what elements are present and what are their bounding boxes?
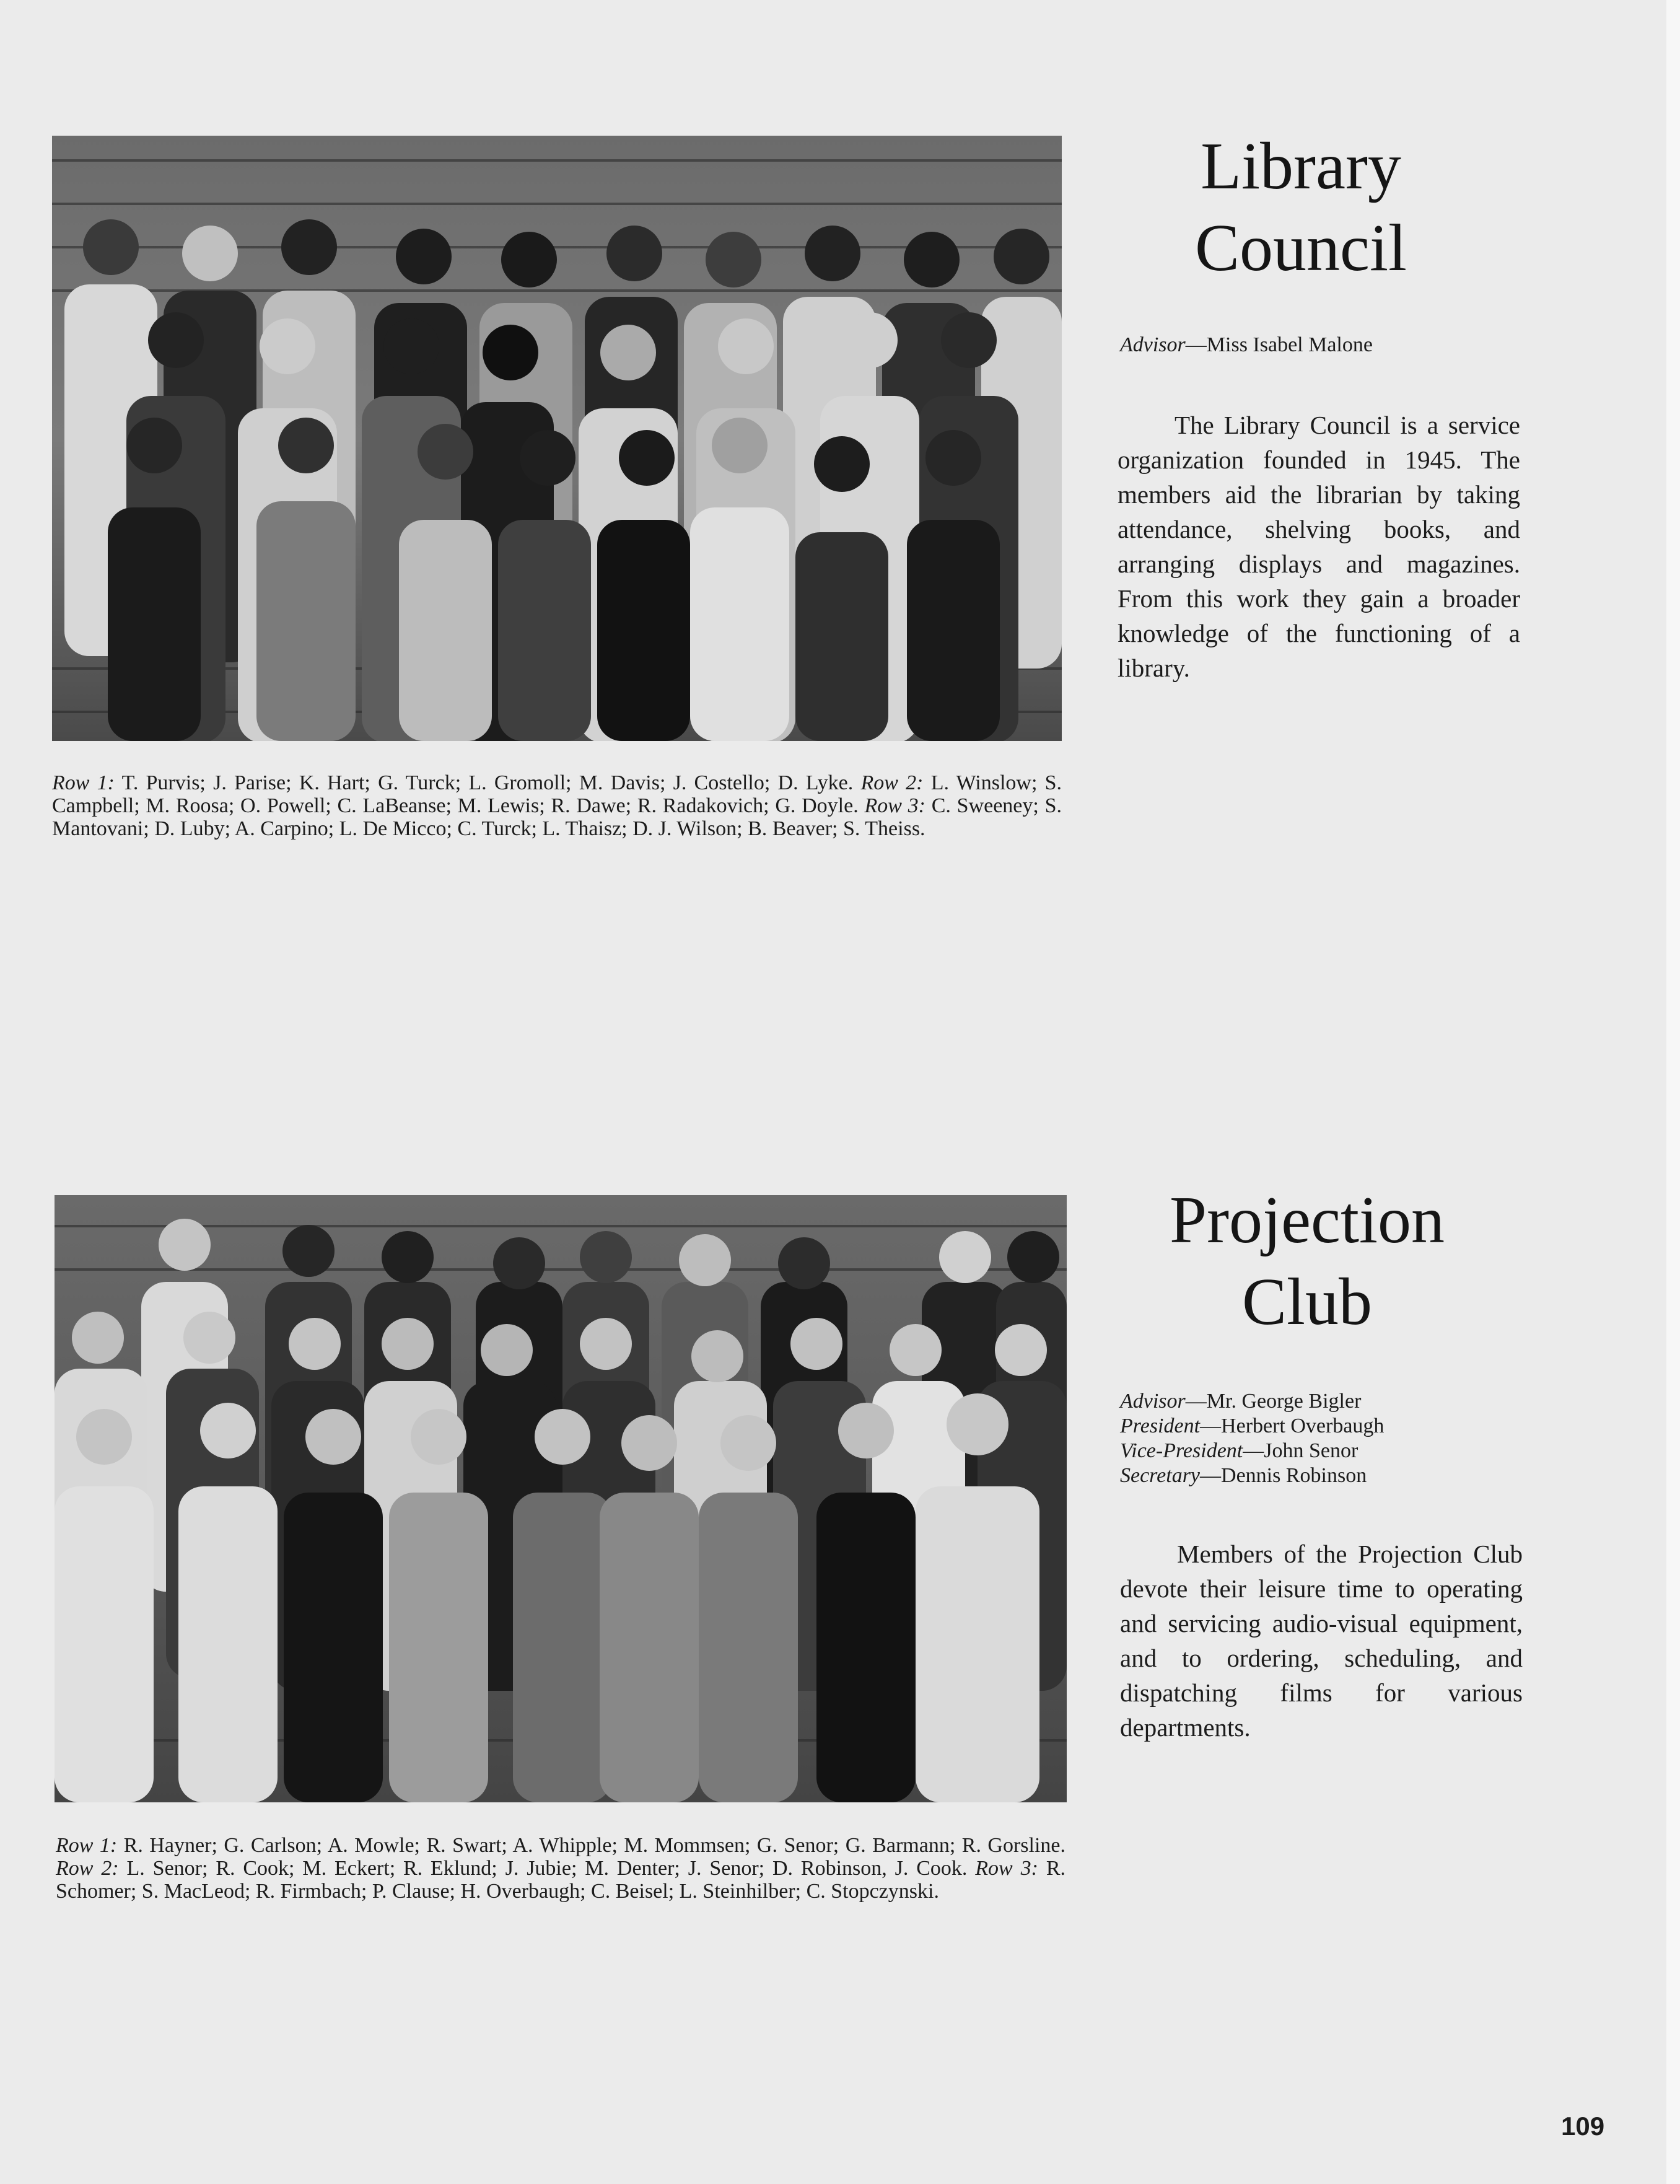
- advisor-label: Advisor: [1120, 333, 1186, 356]
- officer-role: Secretary: [1120, 1464, 1201, 1487]
- officer-name: John Senor: [1264, 1439, 1358, 1462]
- library-council-group-photo: [52, 136, 1062, 741]
- library-council-description: The Library Council is a service organization founded in 1945. The members aid the librarian by taking attendance, shelving books, and arranging displays and magazines. From this work they gain a broader knowledge of the functioning of a library.: [1118, 411, 1520, 682]
- library-council-caption: [52, 771, 1062, 840]
- projection-club-title: [1127, 1180, 1487, 1343]
- row-1-label: Row 1:: [52, 771, 115, 794]
- officer-role: Vice-President: [1120, 1439, 1243, 1462]
- officer-name: Herbert Overbaugh: [1221, 1414, 1385, 1437]
- row-1-names: R. Hayner; G. Carlson; A. Mowle; R. Swart; A. Whipple; M. Mommsen; G. Senor; G. Barmann; R. Gorsline.: [123, 1834, 1066, 1857]
- row-2-label: Row 2:: [56, 1857, 119, 1880]
- projection-club-group-photo: [55, 1195, 1067, 1802]
- row-2-label: Row 2:: [860, 771, 924, 794]
- page-number: 109: [1561, 2112, 1605, 2141]
- row-3-label: Row 3:: [864, 794, 925, 817]
- officer-line: President—Herbert Overbaugh: [1120, 1414, 1385, 1437]
- officer-line: Advisor—Mr. George Bigler: [1120, 1390, 1362, 1413]
- row-1-names: T. Purvis; J. Parise; K. Hart; G. Turck; L. Gromoll; M. Davis; J. Costello; D. Lyke.: [121, 771, 854, 794]
- page-edge: [1666, 0, 1680, 2184]
- advisor-name: Miss Isabel Malone: [1206, 333, 1373, 356]
- officer-role: Advisor: [1120, 1390, 1186, 1413]
- title-line-1: Library: [1201, 129, 1401, 203]
- title-line-1: Projection: [1170, 1183, 1445, 1257]
- projection-club-description: Members of the Projection Club devote their leisure time to operating and servicing audio-visual equipment, and to ordering, scheduling, and dispatching films for various departments.: [1120, 1540, 1523, 1742]
- row-3-names: C. Sweeney; S. Mantovani; D. Luby; A. Carpino; L. De Micco; C. Turck; L. Thaisz; D. J. Wilson; B. Beaver; S. Theiss.: [52, 794, 1062, 840]
- projection-club-caption: [56, 1834, 1065, 1903]
- row-2-names: L. Senor; R. Cook; M. Eckert; R. Eklund; J. Jubie; M. Denter; J. Senor; D. Robinson, J. Cook.: [126, 1857, 968, 1880]
- officer-line: Vice-President—John Senor: [1120, 1439, 1358, 1462]
- projection-club-officers: [1120, 1389, 1384, 1488]
- row-2-names: L. Winslow; S. Campbell; M. Roosa; O. Powell; C. LaBeanse; M. Lewis; R. Dawe; R. Radakovich; G. Doyle.: [52, 771, 1062, 817]
- library-council-title: [1140, 126, 1462, 289]
- officer-name: Dennis Robinson: [1221, 1464, 1367, 1487]
- title-line-2: Club: [1241, 1265, 1373, 1339]
- row-3-names: R. Schomer; S. MacLeod; R. Firmbach; P. Clause; H. Overbaugh; C. Beisel; L. Steinhilber; C. Stopczynski.: [56, 1857, 1065, 1903]
- officer-role: President: [1120, 1414, 1201, 1437]
- title-line-2: Council: [1195, 211, 1407, 285]
- officer-name: Mr. George Bigler: [1206, 1390, 1362, 1413]
- officer-line: Secretary—Dennis Robinson: [1120, 1464, 1367, 1487]
- row-3-label: Row 3:: [975, 1857, 1038, 1880]
- library-council-advisor: Advisor—Miss Isabel Malone: [1120, 333, 1373, 356]
- row-1-label: Row 1:: [56, 1834, 118, 1857]
